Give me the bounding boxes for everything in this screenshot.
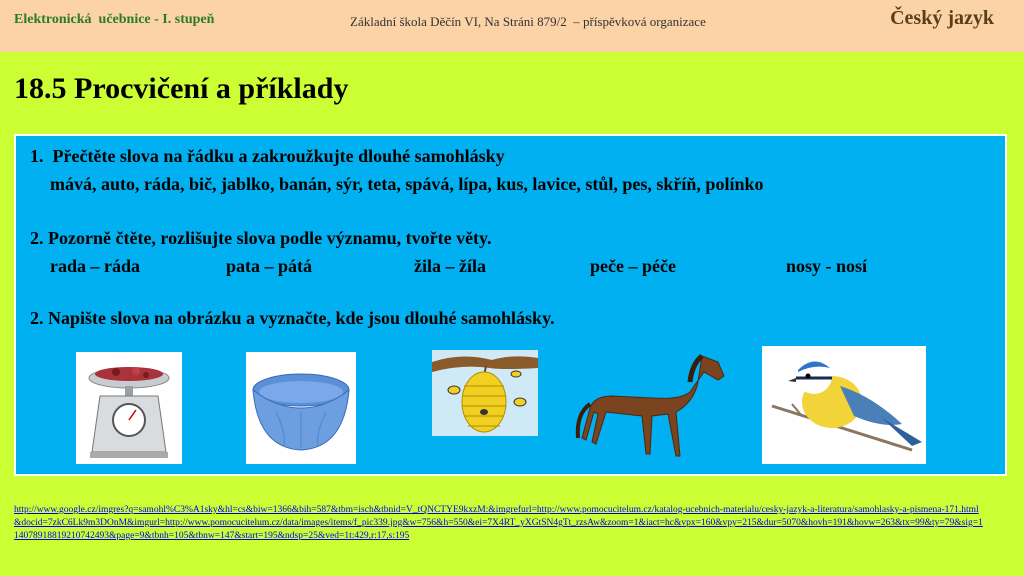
word-pair: rada – ráda (50, 256, 140, 276)
task3-heading: 2. Napište slova na obrázku a vyznačte, kde jsou dlouhé samohlásky. (30, 308, 555, 328)
exercise-panel (14, 134, 1007, 476)
task1-heading: 1. Přečtěte slova na řádku a zakroužkujte dlouhé samohlásky (30, 146, 505, 166)
school-name: Základní škola Děčín VI, Na Stráni 879/2 – příspěvková organizace (350, 14, 706, 29)
task2-heading: 2. Pozorně čtěte, rozlišujte slova podle významu, tvořte věty. (30, 228, 492, 248)
word-pair: peče – péče (590, 256, 676, 276)
header-bar (0, 0, 1024, 52)
task1-words: mává, auto, ráda, bič, jablko, banán, sýr, teta, spává, lípa, kus, lavice, stůl, pes, skříň, polínko (50, 174, 764, 194)
blue-tit-bird-image (762, 346, 926, 464)
word-pair: pata – pátá (226, 256, 313, 276)
blue-bowl-image (246, 352, 356, 464)
source-link[interactable]: http://www.google.cz/imgres?q=samohl%C3%A1sky&hl=cs&biw=1366&bih=587&tbm=isch&tbnid=V_tQNCTYE9kxzM:&imgrefurl=http://www.pomocucitelum.cz/katalog-ucebnich-materialu/cesky-jazyk-a-literatura/samohlasky-a-pismena-171.html&docid=7zkC6Lk9m3DOnM&imgurl=http://www.pomocucitelum.cz/data/images/items/f_pic339.jpg&w=756&h=550&ei=7X4RT_yXGtSN4gTt_rzsAw&zoom=1&iact=hc&vpx=160&vpy=215&dur=5070&hovh=191&hovw=263&tx=99&ty=79&sig=114078918819210742493&page=9&tbnh=105&tbnw=147&start=195&ndsp=25&ved=1t:429,r:17,s:195 (14, 505, 983, 541)
word-pair: nosy - nosí (786, 256, 868, 276)
page-title: 18.5 Procvičení a příklady (14, 72, 349, 105)
subject-label: Český jazyk (890, 7, 994, 29)
textbook-label: Elektronická učebnice - I. stupeň (14, 12, 215, 27)
horse-image (572, 342, 728, 462)
beehive-image (432, 350, 538, 436)
kitchen-scale-image (76, 352, 182, 464)
word-pair: žila – žíla (414, 256, 486, 276)
